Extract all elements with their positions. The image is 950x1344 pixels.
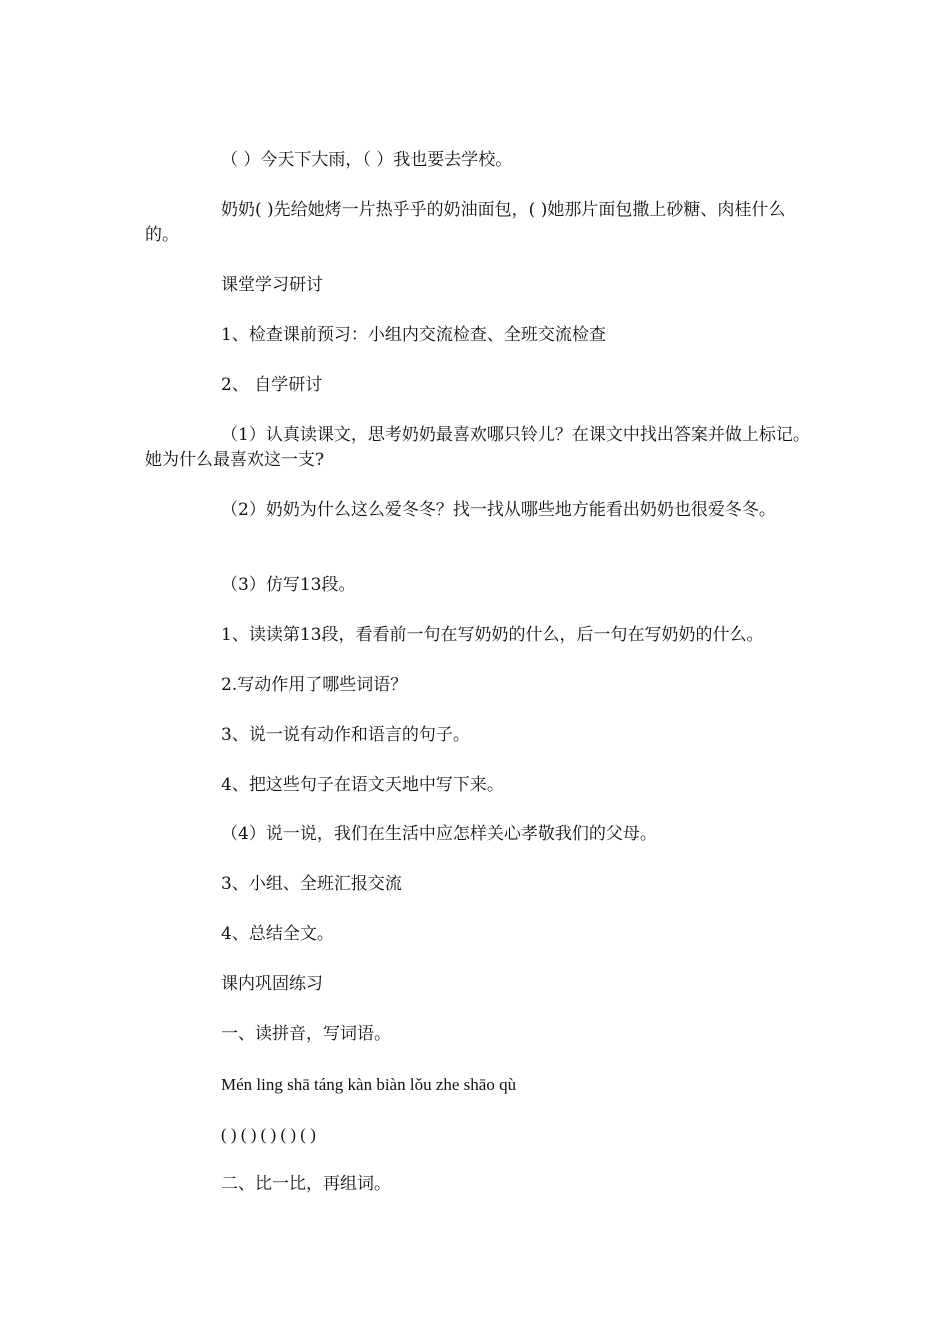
question-2: （2）奶奶为什么这么爱冬冬？找一找从哪些地方能看出奶奶也很爱冬冬。: [221, 500, 776, 520]
fill-blank-sentence-1: （ ）今天下大雨，（ ）我也要去学校。: [221, 150, 513, 170]
sub-step-2: 2.写动作用了哪些词语？: [221, 675, 408, 695]
step-report: 3、小组、全班汇报交流: [221, 874, 402, 894]
exercise-2-title: 二、比一比，再组词。: [221, 1174, 391, 1194]
question-1: （1）认真读课文，思考奶奶最喜欢哪只铃儿？在课文中找出答案并做上标记。她为什么最喜欢这一支?: [145, 425, 810, 470]
step-self-study: 2、 自学研讨: [221, 375, 323, 395]
sub-step-4: 4、把这些句子在语文天地中写下来。: [221, 775, 504, 795]
fill-blank-sentence-2: 奶奶( )先给她烤一片热乎乎的奶油面包，( )她那片面包撒上砂糖、肉桂什么的。: [145, 200, 786, 245]
step-check-preview: 1、检查课前预习：小组内交流检查、全班交流检查: [221, 325, 606, 345]
sub-step-1: 1、读读第13段，看看前一句在写奶奶的什么，后一句在写奶奶的什么。: [221, 625, 764, 645]
exercise-1-title: 一、读拼音，写词语。: [221, 1024, 391, 1044]
section-heading-practice: 课内巩固练习: [221, 974, 323, 994]
exercise-1-blanks: ( ) ( ) ( ) ( ) ( ): [221, 1125, 316, 1144]
section-heading-classroom-study: 课堂学习研讨: [221, 275, 323, 295]
step-summary: 4、总结全文。: [221, 924, 334, 944]
sub-step-3: 3、说一说有动作和语言的句子。: [221, 725, 470, 745]
question-3: （3）仿写13段。: [221, 575, 356, 595]
exercise-1-pinyin: Mén ling shā táng kàn biàn lǒu zhe shāo qù: [221, 1075, 517, 1094]
question-4: （4）说一说，我们在生活中应怎样关心孝敬我们的父母。: [221, 824, 657, 844]
